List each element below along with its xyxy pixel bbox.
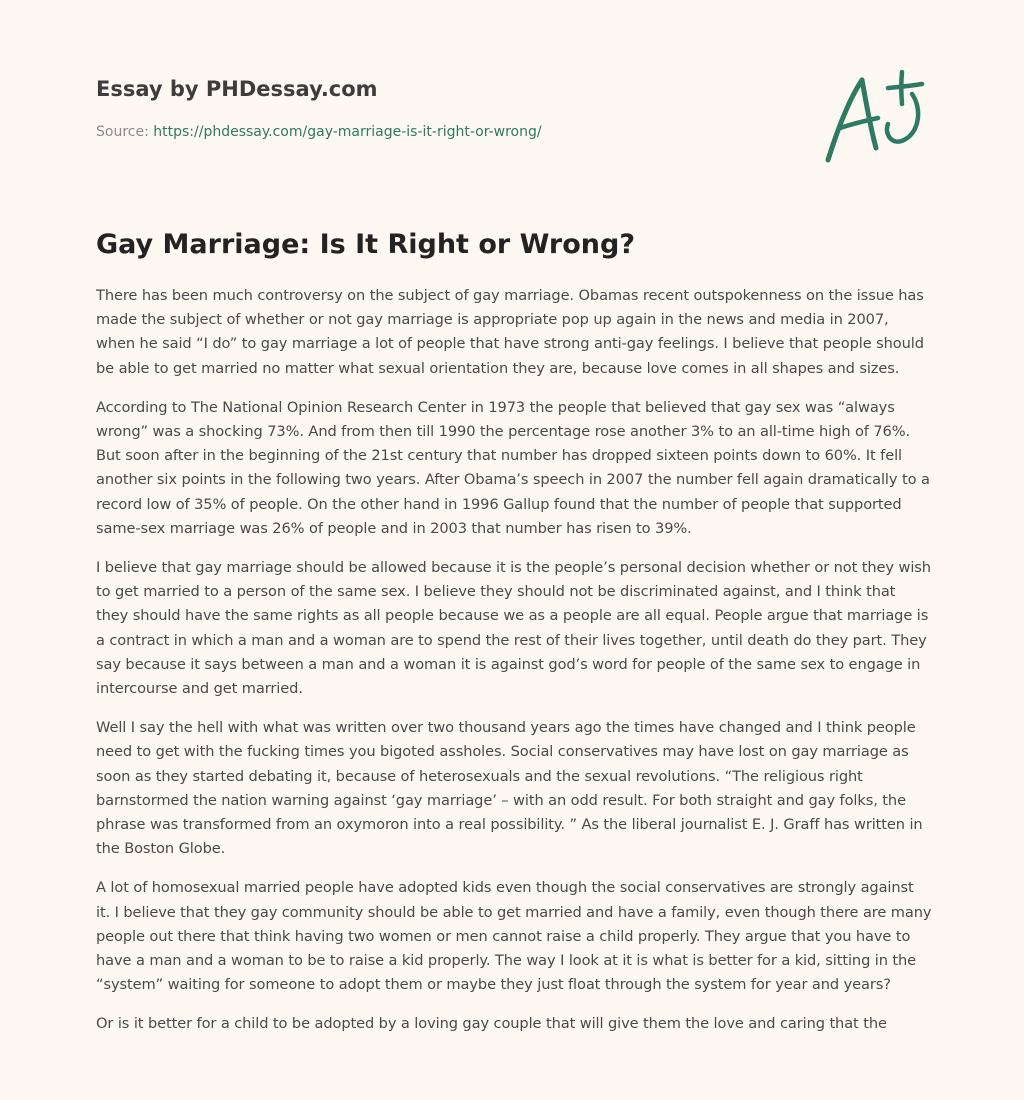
a-plus-logo-icon [818, 68, 930, 164]
essay-paragraph: I believe that gay marriage should be allowed because it is the people’s personal decision whether or not they wish to get married to a person of the same sex. I believe they should not be discriminated against, and I think that they should have the same rights as all people because we as a people are all equal. People argue that marriage is a contract in which a man and a woman are to spend the rest of their lives together, until death do they part. They say because it says between a man and a woman it is against god’s word for people of the same sex to engage in intercourse and get married. [96, 559, 931, 698]
essay-body [96, 284, 932, 1052]
source-line [96, 124, 542, 140]
site-brand: Essay by PHDessay.com [96, 77, 378, 101]
essay-title: Gay Marriage: Is It Right or Wrong? [96, 229, 635, 260]
essay-paragraph: A lot of homosexual married people have adopted kids even though the social conservatives are strongly against it. I believe that they gay community should be able to get married and have a family, even though there are many people out there that think having two women or men cannot raise a child properly. They argue that you have to have a man and a woman to be to raise a kid properly. The way I look at it is what is better for a kid, sitting in the “system” waiting for someone to adopt them or maybe they just float through the system for year and years? [96, 879, 932, 994]
page-header [96, 74, 928, 140]
source-label: Source: [96, 124, 149, 140]
source-link[interactable]: https://phdessay.com/gay-marriage-is-it-right-or-wrong/ [153, 124, 542, 140]
essay-paragraph: Or is it better for a child to be adopted by a loving gay couple that will give them the love and caring that the [96, 1015, 887, 1033]
essay-paragraph: There has been much controversy on the subject of gay marriage. Obamas recent outspokenness on the issue has made the subject of whether or not gay marriage is appropriate pop up again in the news and media in 2007, when he said “I do” to gay marriage a lot of people that have strong anti-gay feelings. I believe that people should be able to get married no matter what sexual orientation they are, because love comes in all shapes and sizes. [96, 287, 924, 377]
essay-paragraph: Well I say the hell with what was written over two thousand years ago the times have changed and I think people need to get with the fucking times you bigoted assholes. Social conservatives may have lost on gay marriage as soon as they started debating it, because of heterosexuals and the sexual revolutions. “The religious right barnstormed the nation warning against ‘gay marriage’ – with an odd result. For both straight and gay folks, the phrase was transformed from an oxymoron into a real possibility. ” As the liberal journalist E. J. Graff has written in the Boston Globe. [96, 719, 923, 858]
essay-paragraph: According to The National Opinion Research Center in 1973 the people that believed that gay sex was “always wrong” was a shocking 73%. And from then till 1990 the percentage rose another 3% to an all-time high of 76%. But soon after in the beginning of the 21st century that number has dropped sixteen points down to 60%. It fell another six points in the following two years. After Obama’s speech in 2007 the number fell again dramatically to a record low of 35% of people. On the other hand in 1996 Gallup found that the number of people that supported same-sex marriage was 26% of people and in 2003 that number has risen to 39%. [96, 398, 930, 537]
